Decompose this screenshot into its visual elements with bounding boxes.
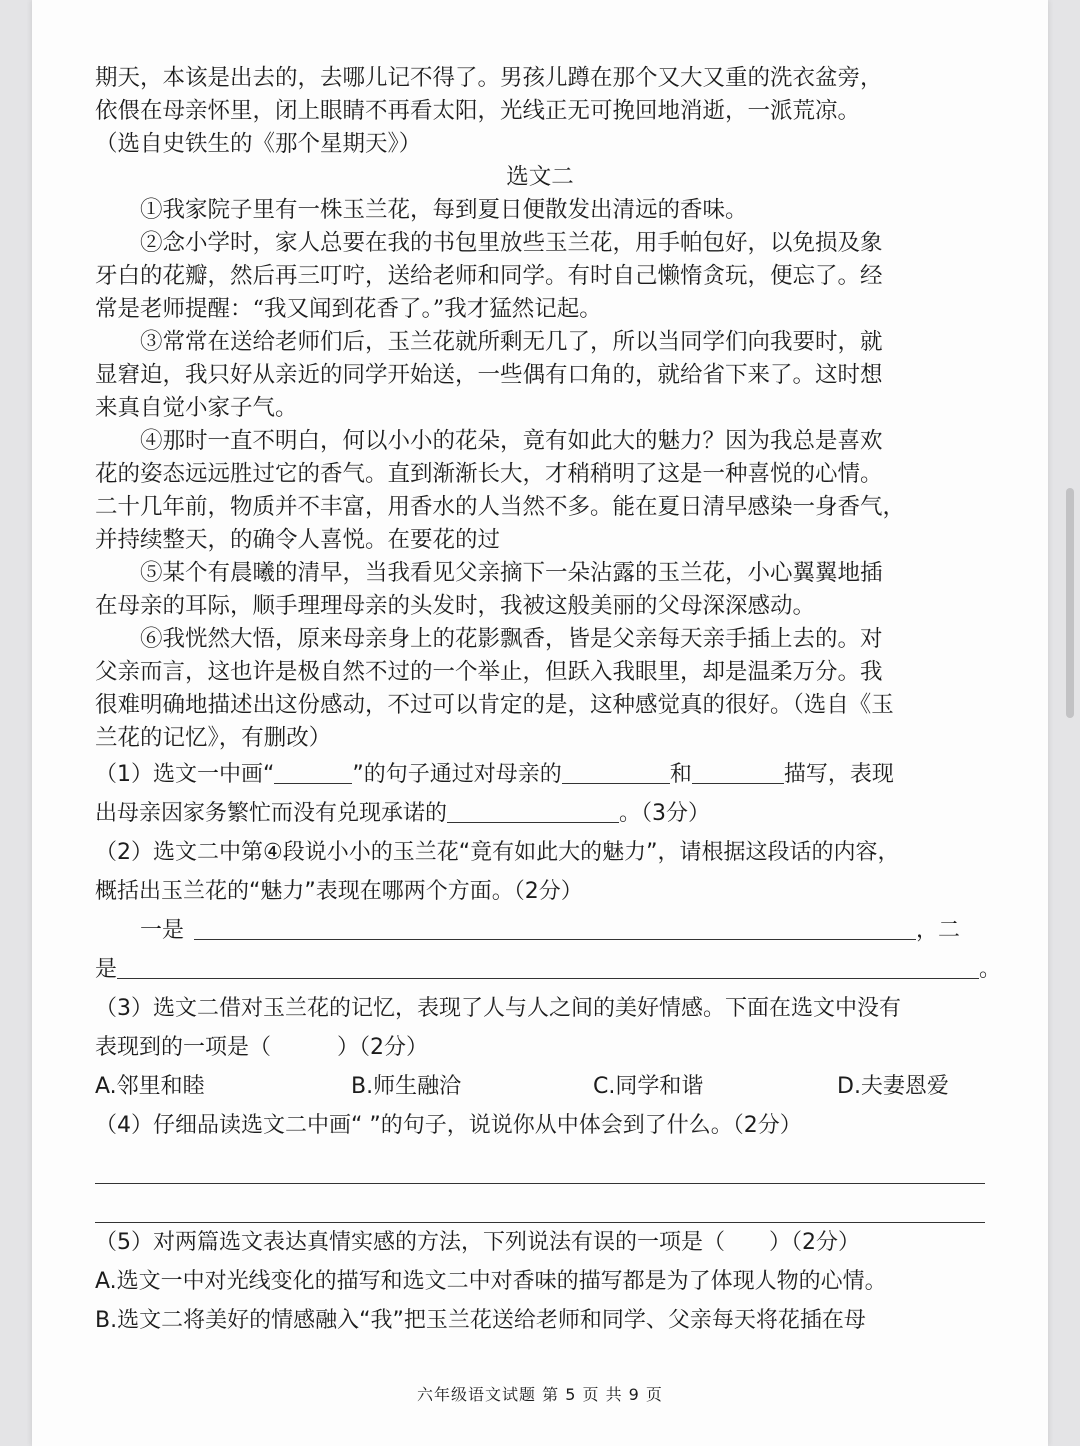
- scrollbar[interactable]: [1066, 488, 1074, 718]
- q3-text: 表现到的一项是（ ）（2分）: [95, 1035, 428, 1060]
- passage2-line: ①我家院子里有一株玉兰花，每到夏日便散发出清远的香味。: [140, 197, 748, 223]
- q2-answer-line-2[interactable]: [117, 954, 979, 979]
- q3-option-a[interactable]: A.邻里和睦: [95, 1074, 205, 1099]
- q5-text: （5）对两篇选文表达真情实感的方法，下列说法有误的一项是（ ）（2分）: [95, 1230, 860, 1255]
- q2-label-one: 一是: [140, 918, 185, 943]
- passage2-line: 显窘迫，我只好从亲近的同学开始送，一些偶有口角的，就给省下来了。这时想: [95, 362, 883, 388]
- passage2-line: 并持续整天，的确令人喜悦。在要花的过: [95, 527, 501, 553]
- q1-text: 。（3分）: [619, 801, 711, 826]
- passage2-line: 常是老师提醒：“我又闻到花香了。”我才猛然记起。: [95, 296, 602, 322]
- passage2-line: ②念小学时，家人总要在我的书包里放些玉兰花，用手帕包好，以免损及象: [140, 230, 883, 256]
- question-4: [95, 1106, 985, 1223]
- q2-label-two-cont: 是: [95, 957, 118, 982]
- passage2-line: ⑤某个有晨曦的清早，当我看见父亲摘下一朵沾露的玉兰花，小心翼翼地插: [140, 560, 883, 586]
- q1-blank-2[interactable]: [692, 759, 784, 784]
- passage2-line: ④那时一直不明白，何以小小的花朵，竟有如此大的魅力？因为我总是喜欢: [140, 428, 883, 454]
- q2-text: （2）选文二中第④段说小小的玉兰花“竟有如此大的魅力”，请根据这段话的内容，: [95, 840, 900, 865]
- q1-blank-underlined-sentence[interactable]: [274, 759, 352, 784]
- passage2-line: 花的姿态远远胜过它的香气。直到渐渐长大，才稍稍明了这是一种喜悦的心情。: [95, 461, 883, 487]
- page-footer: 六年级语文试题 第 5 页 共 9 页: [417, 1385, 663, 1404]
- passage2-line: ③常常在送给老师们后，玉兰花就所剩无几了，所以当同学们向我要时，就: [140, 329, 883, 355]
- passage2-line: 二十几年前，物质并不丰富，用香水的人当然不多。能在夏日清早感染一身香气，: [95, 494, 906, 520]
- passage2-line: 兰花的记忆》，有删改）: [95, 725, 332, 751]
- passage1-line: 期天，本该是出去的，去哪儿记不得了。男孩儿蹲在那个又大又重的洗衣盆旁，: [95, 65, 883, 91]
- q1-text: 和: [669, 762, 692, 787]
- q4-answer-line-2[interactable]: [95, 1184, 985, 1223]
- q2-label-two: ，二: [916, 918, 961, 943]
- passage1-source: （选自史铁生的《那个星期天》）: [95, 131, 422, 157]
- q3-option-d[interactable]: D.夫妻恩爱: [837, 1074, 949, 1099]
- passage2-line: ⑥我恍然大悟，原来母亲身上的花影飘香，皆是父亲每天亲手插上去的。对: [140, 626, 883, 652]
- q2-text: 概括出玉兰花的“魅力”表现在哪两个方面。（2分）: [95, 879, 583, 904]
- q3-text: （3）选文二借对玉兰花的记忆，表现了人与人之间的美好情感。下面在选文中没有: [95, 996, 901, 1021]
- q1-blank-1[interactable]: [562, 759, 670, 784]
- question-3: [95, 989, 985, 1106]
- passage2-line: 很难明确地描述出这份感动，不过可以肯定的是，这种感觉真的很好。（选自《玉: [95, 692, 894, 718]
- q2-answer-line-1[interactable]: [194, 915, 916, 940]
- q4-answer-line-1[interactable]: [95, 1145, 985, 1184]
- q1-text: （1）选文一中画“: [95, 762, 275, 787]
- q3-options: [95, 1067, 985, 1106]
- q1-text: ”的句子通过对母亲的: [352, 762, 562, 787]
- passage2-title: 选文二: [506, 164, 574, 190]
- exam-content: [95, 62, 1002, 1340]
- question-1: [95, 755, 985, 833]
- q2-end: 。: [979, 957, 1002, 982]
- passage1-line: 依偎在母亲怀里，闭上眼睛不再看太阳，光线正无可挽回地消逝，一派荒凉。: [95, 98, 861, 124]
- q3-option-c[interactable]: C.同学和谐: [593, 1074, 704, 1099]
- passage2-line: 父亲而言，这也许是极自然不过的一个举止，但跃入我眼里，却是温柔万分。我: [95, 659, 883, 685]
- q5-option-a: A.选文一中对光线变化的描写和选文二中对香味的描写都是为了体现人物的心情。: [95, 1269, 887, 1294]
- question-5: [95, 1223, 985, 1340]
- q1-text: 描写，表现: [783, 762, 894, 787]
- q5-option-b: B.选文二将美好的情感融入“我”把玉兰花送给老师和同学、父亲每天将花插在母: [95, 1308, 866, 1333]
- passage2-line: 来真自觉小家子气。: [95, 395, 298, 421]
- q3-option-b[interactable]: B.师生融洽: [351, 1074, 462, 1099]
- q1-text: 出母亲因家务繁忙而没有兑现承诺的: [95, 801, 448, 826]
- passage2-line: 牙白的花瓣，然后再三叮咛，送给老师和同学。有时自己懒惰贪玩，便忘了。经: [95, 263, 883, 289]
- q4-text: （4）仔细品读选文二中画“ ”的句子，说说你从中体会到了什么。（2分）: [95, 1113, 802, 1138]
- q1-blank-3[interactable]: [447, 798, 619, 823]
- passage2-line: 在母亲的耳际，顺手理理母亲的头发时，我被这般美丽的父母深深感动。: [95, 593, 816, 619]
- question-2: [95, 833, 1002, 989]
